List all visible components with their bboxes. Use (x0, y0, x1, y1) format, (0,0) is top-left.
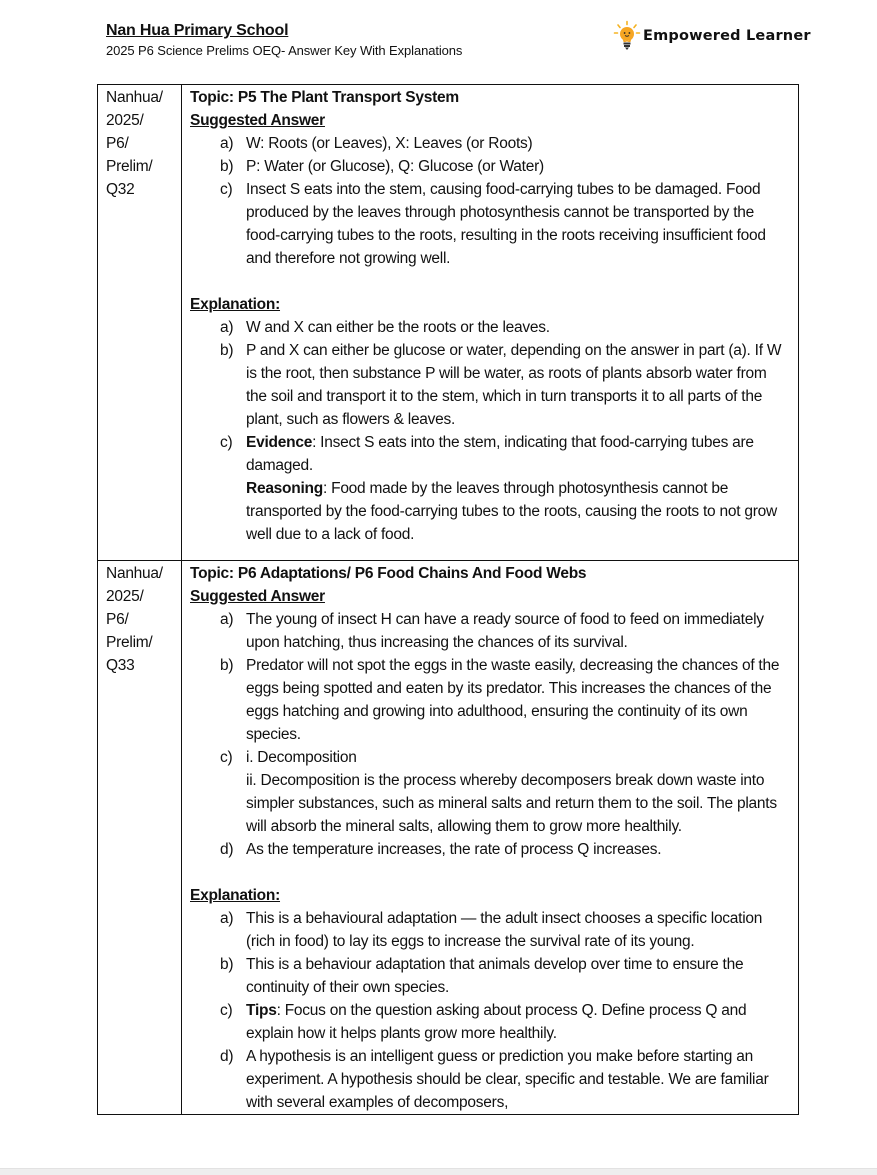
brand-logo (612, 20, 811, 52)
explanation-list (190, 907, 790, 1114)
evidence-label: Evidence (246, 434, 313, 451)
suggested-answer-heading: Suggested Answer (190, 588, 325, 605)
answer-cell (182, 85, 799, 561)
evidence-text: : Insect S eats into the stem, indicating that food-carrying tubes are damaged. (246, 434, 754, 474)
reasoning-label: Reasoning (246, 480, 323, 497)
item-text (246, 431, 790, 546)
explanation-heading: Explanation: (190, 887, 281, 904)
list-item (190, 746, 790, 838)
tips-text: : Focus on the question asking about process Q. Define process Q and explain how it helps plants grow more healthily. (246, 1002, 747, 1042)
question-id-line: Q32 (106, 181, 135, 198)
suggested-answer-list (190, 608, 790, 861)
list-item (190, 654, 790, 746)
item-marker: a) (220, 910, 234, 927)
item-marker: a) (220, 611, 234, 628)
item-marker: c) (220, 749, 233, 766)
item-marker: b) (220, 657, 234, 674)
item-text: W and X can either be the roots or the leaves. (246, 319, 550, 336)
list-item (190, 316, 790, 339)
item-text: This is a behaviour adaptation that animals develop over time to ensure the continuity of their own species. (246, 956, 744, 996)
item-text: As the temperature increases, the rate of process Q increases. (246, 841, 662, 858)
list-item (190, 999, 790, 1045)
item-text: W: Roots (or Leaves), X: Leaves (or Roots) (246, 135, 533, 152)
item-marker: d) (220, 1048, 234, 1065)
question-id-line: 2025/ (106, 112, 144, 129)
list-item (190, 339, 790, 431)
answer-cell (182, 561, 799, 1115)
item-text: P: Water (or Glucose), Q: Glucose (or Water) (246, 158, 544, 175)
list-item (190, 953, 790, 999)
item-text: Insect S eats into the stem, causing food-carrying tubes to be damaged. Food produced by the leaves through photosynthesis cannot be transported by the food-carrying tubes to the roots, resulting in the roots receiving insufficient food and therefore not growing well. (246, 181, 766, 267)
table-row (98, 561, 799, 1115)
answer-key-table (97, 84, 799, 1115)
item-text: The young of insect H can have a ready source of food to feed on immediately upon hatching, thus increasing the chances of its survival. (246, 611, 764, 651)
school-name: Nan Hua Primary School (106, 22, 289, 39)
explanation-list (190, 316, 790, 546)
question-id-line: 2025/ (106, 588, 144, 605)
reasoning-text: : Food made by the leaves through photosynthesis cannot be transported by the food-carrying tubes to the roots, causing the roots to not grow well due to a lack of food. (246, 480, 777, 543)
table-row (98, 85, 799, 561)
question-id-line: Q33 (106, 657, 135, 674)
item-text: P and X can either be glucose or water, depending on the answer in part (a). If W is the root, then substance P will be water, as roots of plants absorb water from the soil and transport it to the stem, which in turn transports it to all parts of the plant, such as flowers & leaves. (246, 342, 782, 428)
question-id-line: Nanhua/ (106, 565, 163, 582)
item-marker: c) (220, 434, 233, 451)
item-marker: b) (220, 342, 234, 359)
suggested-answer-list (190, 132, 790, 270)
topic-heading: Topic: P5 The Plant Transport System (190, 89, 459, 106)
item-marker: c) (220, 181, 233, 198)
list-item (190, 132, 790, 155)
item-marker: a) (220, 135, 234, 152)
question-id-cell (98, 85, 182, 561)
sub-answer-ii: ii. Decomposition is the process whereby decomposers break down waste into simpler substances, such as mineral salts and return them to the soil. The plants will absorb the mineral salts, allowing them to grow more healthily. (246, 772, 777, 835)
list-item (190, 178, 790, 270)
item-marker: c) (220, 1002, 233, 1019)
brand-name: Empowered Learner (643, 28, 811, 44)
question-id-line: P6/ (106, 611, 129, 628)
question-id-line: Prelim/ (106, 158, 153, 175)
reasoning-paragraph (246, 477, 790, 546)
evidence-paragraph (246, 431, 790, 477)
item-marker: b) (220, 158, 234, 175)
list-item (190, 907, 790, 953)
question-id-line: Prelim/ (106, 634, 153, 651)
item-text: A hypothesis is an intelligent guess or prediction you make before starting an experiment. A hypothesis should be clear, specific and testable. We are familiar with several examples of decomposers, (246, 1048, 769, 1111)
question-id-line: Nanhua/ (106, 89, 163, 106)
question-id-cell (98, 561, 182, 1115)
suggested-answer-heading: Suggested Answer (190, 112, 325, 129)
list-item (190, 155, 790, 178)
item-text: This is a behavioural adaptation — the adult insect chooses a specific location (rich in food) to lay its eggs to increase the survival rate of its young. (246, 910, 763, 950)
list-item (190, 608, 790, 654)
list-item (190, 1045, 790, 1114)
sub-answer-i: i. Decomposition (246, 749, 357, 766)
list-item (190, 431, 790, 546)
topic-heading: Topic: P6 Adaptations/ P6 Food Chains And Food Webs (190, 565, 587, 582)
list-item (190, 838, 790, 861)
item-text (246, 999, 790, 1045)
item-marker: d) (220, 841, 234, 858)
item-marker: a) (220, 319, 234, 336)
item-text: Predator will not spot the eggs in the waste easily, decreasing the chances of the eggs being spotted and eaten by its predator. This increases the chances of the eggs hatching and growing into adulthood, ensuring the continuity of its own species. (246, 657, 780, 743)
question-id-line: P6/ (106, 135, 129, 152)
lightbulb-icon (612, 20, 642, 52)
item-text (246, 746, 790, 838)
item-marker: b) (220, 956, 234, 973)
tips-label: Tips (246, 1002, 277, 1019)
explanation-heading: Explanation: (190, 296, 281, 313)
document-header (106, 21, 462, 60)
document-subtitle: 2025 P6 Science Prelims OEQ- Answer Key With Explanations (106, 43, 463, 58)
